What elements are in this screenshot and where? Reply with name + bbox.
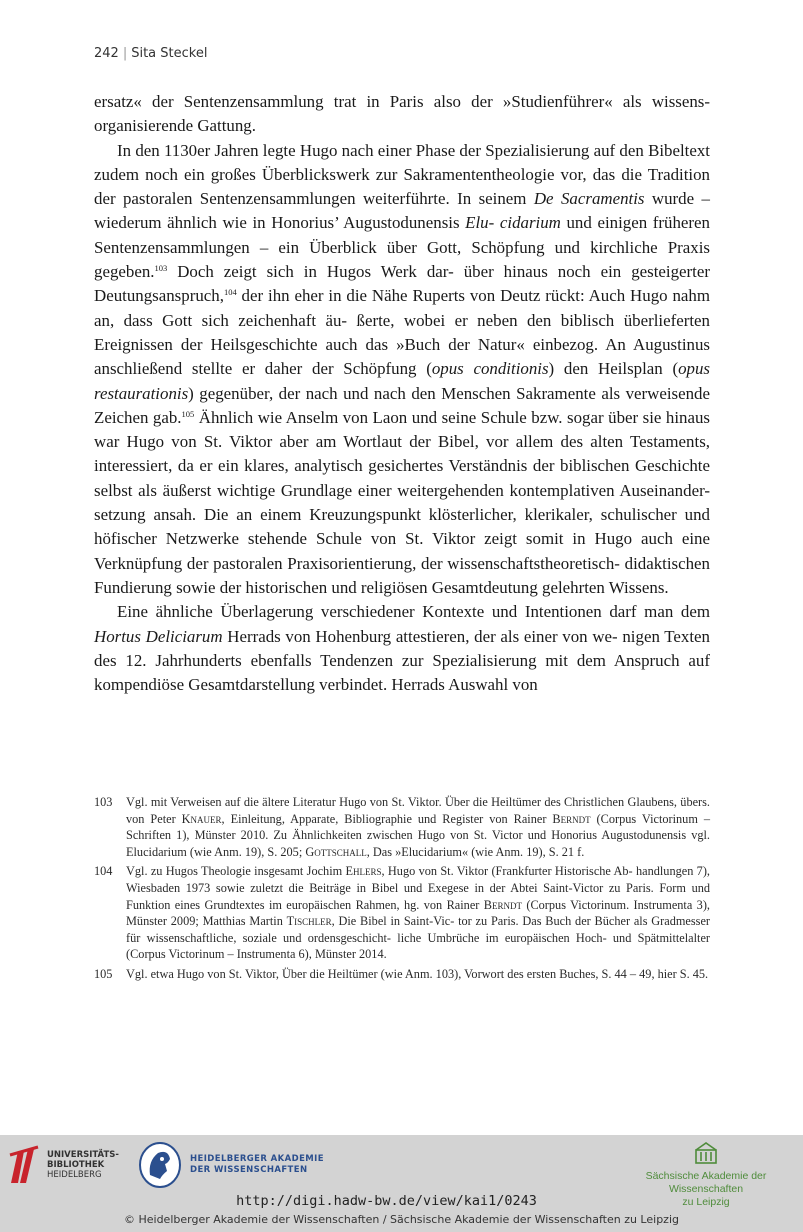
running-header — [94, 46, 207, 61]
saw-logo-line2: zu Leipzig — [682, 1196, 730, 1208]
text-run: Eine ähnliche Überlagerung verschiedener Kontexte und Intentionen darf man — [117, 602, 674, 622]
text-run: dem — [680, 602, 710, 622]
footnote-ref[interactable]: 104 — [223, 287, 237, 298]
text-run: ) gegenüber, der — [188, 383, 301, 403]
header-separator: | — [122, 46, 128, 61]
paragraph — [94, 139, 710, 601]
text-run: das die Tradition der pastoralen Sentenzensammlungen weiterführte. In seinem — [94, 164, 710, 209]
text-run: handlungen 7), Wiesbaden 1973 sowie zuletzt die Beiträge in Bibel und Exegese in der Abtei Saint-Victor — [126, 864, 710, 895]
permalink-url[interactable]: http://digi.hadw-bw.de/view/kai1/0243 — [236, 1193, 537, 1209]
text-run: tor zu Paris. Das Buch der Bücher als Gradmesser für wissenschaftliche, soziale und ordensgeschicht- — [126, 914, 710, 945]
text-run: zu Paris. Form und Funktion eines Grundtextes im europäischen Rahmen, hg. von Rainer — [126, 880, 711, 912]
digitization-footer — [0, 1135, 803, 1232]
text-run: Anspruch auf kompendiöse Gesamtdarstellung verbindet. Herrads Auswahl von — [94, 650, 711, 695]
footnote-number: 104 — [94, 864, 113, 879]
text-run: Münster 2014. — [314, 947, 387, 962]
italic-title: Sacramentis — [560, 189, 645, 209]
footnote — [94, 794, 710, 860]
text-run: ) den Heilsplan ( — [548, 359, 679, 379]
text-run: eine Verknüpfung der pastoralen Praxisorientierung, der wissenschaftstheoretisch- — [94, 529, 710, 573]
footnote — [94, 966, 710, 983]
text-run: didaktischen Fundierung sowie der historischen und religiösen Gesamtdeutung — [94, 553, 710, 597]
saw-logo-line1: Sächsische Akademie der Wissenschaften — [645, 1170, 767, 1195]
text-run: (Corpus Victorinum – Schriften 1), Münster 2010. Zu Ähnlichkeiten zwischen Hugo von St. — [126, 811, 710, 843]
author-surname: Berndt — [552, 811, 591, 826]
author-surname: Berndt — [483, 897, 522, 912]
text-run: wie Anselm von Laon und seine Schule bzw. sogar über sie hinaus war Hugo von — [94, 407, 710, 452]
text-run: , Einleitung, Apparate, Bibliographie und Register von Rainer — [221, 811, 547, 826]
text-run: Vgl. zu Hugos Theologie insgesamt Jochim — [126, 864, 346, 879]
text-run: gelehrten Wissens. — [542, 577, 669, 597]
text-run: Schöpfung und kirchliche Praxis gegeben. — [94, 237, 710, 282]
hadw-logo[interactable] — [138, 1141, 324, 1189]
paragraph — [94, 90, 710, 139]
hadw-logo-line1: HEIDELBERGER AKADEMIE — [190, 1154, 324, 1164]
footnote-number: 103 — [94, 795, 113, 809]
italic-title: cidarium — [499, 213, 561, 233]
text-run: ßerte, wobei er neben den biblisch überlieferten Ereignissen der Heilsgeschichte — [94, 310, 710, 354]
footnotes — [94, 794, 710, 986]
footnote-number: 105 — [94, 966, 113, 981]
text-run: , Hugo von St. Viktor (Frankfurter Historische Ab- — [381, 864, 633, 879]
text-run: »Elucidarium« (wie Anm. 19), S. 21 f. — [395, 844, 585, 859]
saw-building-icon — [694, 1141, 718, 1165]
text-run: Victor und Honorius Augustodunensis vgl. Elucidarium (wie Anm. 19), S. 205; — [126, 828, 711, 859]
italic-title: Hortus Deliciarum — [94, 626, 223, 646]
text-run: Vgl. mit Verweisen auf die ältere Literatur Hugo von St. Viktor. Über die Heiltümer des Christlichen — [126, 795, 625, 809]
text-run: Glaubens, übers. von Peter — [126, 795, 711, 826]
ub-heidelberg-icon — [8, 1145, 42, 1185]
author-surname: Knauer — [181, 811, 222, 826]
text-run: St. Viktor aber am Wortlaut der Bibel, vor allem des alten Testaments, interessiert, — [94, 432, 710, 476]
running-author: Sita Steckel — [131, 46, 208, 61]
page-number: 242 — [94, 46, 119, 61]
text-run: Ruperts von Deutz rückt: Auch Hugo nahm an, dass Gott sich zeichenhaft äu- — [94, 286, 710, 330]
body-text — [94, 90, 710, 697]
text-run: Bibeltext zudem noch ein großes Überblickswerk zur Sakramententheologie vor, — [94, 140, 710, 184]
text-run: der Schöpfung ( — [312, 359, 432, 379]
text-run: Doch zeigt sich in Hugos Werk dar- — [167, 262, 454, 282]
author-surname: Gottschall — [305, 844, 367, 859]
footnote-ref[interactable]: 105 — [181, 408, 195, 419]
text-run: Herrads von Hohenburg attestieren, der als einer von we- — [222, 626, 618, 646]
text-run: , Das — [366, 844, 392, 859]
text-run: 49, hier S. 45. — [639, 966, 709, 981]
footnote-text — [126, 794, 710, 860]
text-run: In den 1130er Jahren legte Hugo nach einer Phase der Spezialisierung auf den — [117, 140, 644, 160]
ub-heidelberg-logo[interactable] — [8, 1145, 119, 1185]
text-run: (Corpus Victorinum. Instrumenta 3), Münster 2009; Matthias Martin — [126, 897, 710, 929]
text-run: Vgl. etwa Hugo von St. Viktor, Über die Heiltümer (wie Anm. 103), Vorwort des ersten Buches, S. 44 – — [126, 966, 637, 981]
text-run: setzung ansah. Die an einem Kreuzungspunkt klösterlicher, klerikaler, schulischer — [94, 505, 677, 525]
ub-logo-city: HEIDELBERG — [47, 1170, 102, 1180]
italic-title: De — [533, 189, 554, 209]
text-run: nigen Texten des 12. Jahrhunderts ebenfalls Tendenzen zur Spezialisierung mit dem — [94, 626, 710, 670]
footnote — [94, 863, 710, 963]
text-run: und höfischer Netzwerke stehende Schule von St. Viktor zeigt somit in Hugo auch — [94, 505, 710, 549]
ub-logo-text: UNIVERSITÄTS- BIBLIOTHEK — [47, 1150, 119, 1170]
author-surname: Tischler — [286, 914, 332, 929]
text-run: als äußerst wichtige Grundlage einer weitergehenden kontemplativen Auseinander- — [138, 480, 710, 500]
italic-title: opus restaurationis — [94, 359, 710, 403]
text-run: da er ein klares, analytisch gesichertes Verständnis der biblischen Geschichte selbst — [94, 456, 710, 500]
text-run: und einigen früheren Sentenzensammlungen – ein Überblick über Gott, — [94, 213, 710, 257]
footnote-text — [126, 966, 710, 983]
text-run: nach und nach den Menschen Sakramente als verweisende Zeichen gab. — [94, 383, 710, 427]
text-run: wurde – wiederum ähnlich wie in Honorius’ Augustodunensis — [94, 189, 710, 233]
text-run: liche Umbrüche im europäischen Hoch- und Spätmittelalter (Corpus Victorinum – Instrumenta 6), — [126, 930, 710, 962]
text-run: , Die Bibel in Saint-Vic- — [331, 914, 455, 929]
athena-medallion-icon — [138, 1141, 182, 1189]
text-run: Ähnlich — [194, 407, 254, 427]
italic-title: opus conditionis — [431, 359, 549, 379]
text-run: der ihn eher in die Nähe — [236, 286, 408, 306]
copyright-notice: © Heidelberger Akademie der Wissenschaften / Sächsische Akademie der Wissenschaften zu Leipzig — [123, 1213, 679, 1226]
text-run: auch das »Buch der Natur« einbezog. An Augustinus anschließend stellte er daher — [94, 334, 710, 379]
text-run: über hinaus noch ein gesteigerter Deutungsanspruch, — [94, 262, 710, 306]
footnote-text — [126, 863, 710, 963]
hadw-logo-line2: DER WISSENSCHAFTEN — [190, 1165, 308, 1175]
italic-title: Elu- — [465, 213, 495, 233]
footnote-ref[interactable]: 103 — [154, 263, 168, 274]
text-run: ersatz« der Sentenzensammlung trat in Paris also der »Studienführer« als wissens- — [94, 92, 710, 111]
paragraph — [94, 600, 710, 697]
author-surname: Ehlers — [345, 864, 382, 879]
text-run: organisierende Gattung. — [94, 116, 256, 136]
